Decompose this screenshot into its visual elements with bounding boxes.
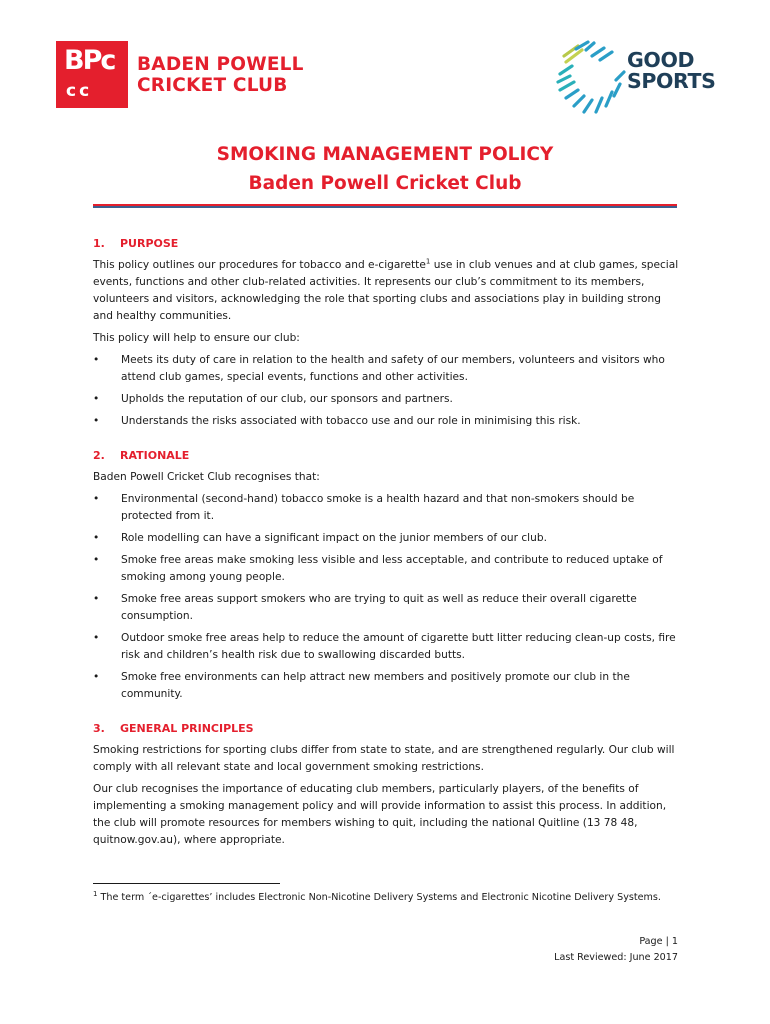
bullet-list [93, 491, 683, 703]
club-name [137, 54, 304, 96]
bullet-icon: • [93, 393, 100, 405]
list-item-text: Outdoor smoke free areas help to reduce the amount of cigarette butt litter reducing clean-up costs, fire risk and children’s health risk due to swallowing discarded butts. [121, 632, 676, 661]
bullet-icon: • [93, 593, 100, 605]
section-heading [93, 447, 683, 464]
section-title: RATIONALE [120, 449, 190, 462]
good-sports-logo-icon [556, 40, 626, 118]
partner-line1: GOOD [627, 48, 695, 72]
policy-body [93, 235, 683, 866]
bullet-icon: • [93, 632, 100, 644]
bullet-icon: • [93, 415, 100, 427]
list-item-text: Environmental (second-hand) tobacco smoke is a health hazard and that non-smokers should be protected from it. [121, 493, 635, 522]
section-purpose [93, 235, 683, 430]
bullet-list [93, 352, 683, 430]
logo-letters-bottom: cc [66, 81, 93, 101]
section-number: 2. [93, 449, 105, 462]
list-item [93, 491, 683, 525]
section-title: PURPOSE [120, 237, 179, 250]
footnote-divider [93, 883, 280, 884]
bullet-icon: • [93, 554, 100, 566]
section-heading [93, 235, 683, 252]
logo-letters-top: BPc [64, 45, 115, 76]
last-reviewed: Last Reviewed: June 2017 [554, 952, 678, 963]
title-divider [93, 204, 677, 208]
club-name-line2: CRICKET CLUB [137, 75, 288, 96]
bpcc-logo-icon [56, 41, 128, 108]
paragraph: Smoking restrictions for sporting clubs differ from state to state, and are strengthened regularly. Our club will comply with all relevant state and local government smoking restrictions. [93, 744, 675, 773]
list-item [93, 352, 683, 386]
paragraph-text: This policy outlines our procedures for tobacco and e-cigarette [93, 259, 426, 271]
document-subtitle: Baden Powell Cricket Club [248, 173, 522, 194]
list-item-text: Smoke free areas support smokers who are trying to quit as well as reduce their overall cigarette consumption. [121, 593, 637, 622]
bullet-icon: • [93, 532, 100, 544]
list-item [93, 552, 683, 586]
footnote [93, 890, 683, 906]
partner-line2: SPORTS [627, 69, 716, 93]
good-sports-wordmark [627, 50, 715, 92]
list-item [93, 591, 683, 625]
section-heading [93, 720, 683, 737]
club-name-line1: BADEN POWELL [137, 54, 304, 75]
page-number: Page | 1 [639, 936, 678, 947]
list-item [93, 669, 683, 703]
footnote-marker: 1 [93, 889, 98, 898]
section-title: GENERAL PRINCIPLES [120, 722, 254, 735]
paragraph [93, 257, 683, 325]
bullet-icon: • [93, 493, 100, 505]
section-number: 3. [93, 722, 105, 735]
list-item [93, 391, 683, 408]
list-item-text: Upholds the reputation of our club, our sponsors and partners. [121, 393, 453, 405]
section-number: 1. [93, 237, 105, 250]
list-item [93, 630, 683, 664]
document-title: SMOKING MANAGEMENT POLICY [216, 144, 554, 165]
list-lead: This policy will help to ensure our club: [93, 332, 300, 344]
paragraph-text-rest: use in club venues and at club games, special events, functions and other club-related activities. It represents our club’s commitment to its members, volunteers and visitors, acknowledging the role that sporting clubs and associations play in building strong and healthy communities. [93, 259, 679, 322]
section-general-principles [93, 720, 683, 849]
list-item [93, 413, 683, 430]
footnote-text: The term ´e-cigarettes’ includes Electronic Non-Nicotine Delivery Systems and Electronic Nicotine Delivery Systems. [97, 892, 661, 903]
list-item [93, 530, 683, 547]
list-item-text: Role modelling can have a significant impact on the junior members of our club. [121, 532, 547, 544]
section-rationale [93, 447, 683, 703]
footnote-reference: 1 [425, 257, 431, 266]
page-footer [554, 934, 678, 966]
list-item-text: Meets its duty of care in relation to the health and safety of our members, volunteers and visitors who attend club games, special events, functions and other activities. [121, 354, 665, 383]
bullet-icon: • [93, 671, 100, 683]
list-item-text: Smoke free environments can help attract new members and positively promote our club in the community. [121, 671, 630, 700]
list-item-text: Smoke free areas make smoking less visible and less acceptable, and contribute to reduced uptake of smoking among young people. [121, 554, 663, 583]
list-lead: Baden Powell Cricket Club recognises that: [93, 471, 320, 483]
bullet-icon: • [93, 354, 100, 366]
paragraph: Our club recognises the importance of educating club members, particularly players, of the benefits of implementing a smoking management policy and will provide information to assist this process. In addition, the club will promote resources for members wishing to quit, including the national Quitline (13 78 48, quitnow.gov.au), where appropriate. [93, 783, 667, 846]
list-item-text: Understands the risks associated with tobacco use and our role in minimising this risk. [121, 415, 581, 427]
